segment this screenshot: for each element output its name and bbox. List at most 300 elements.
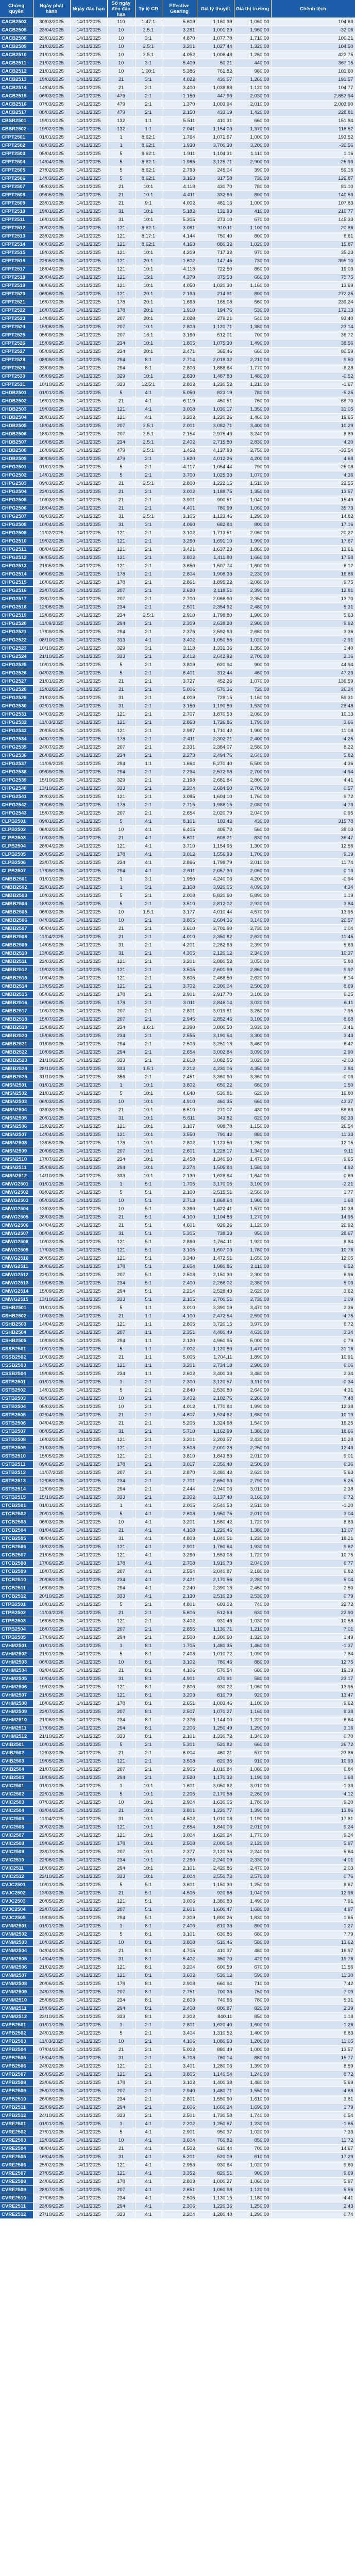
effective-gearing-cell: 2.866 bbox=[162, 859, 197, 867]
premium-diff-cell: 11.74 bbox=[271, 859, 355, 867]
effective-gearing-cell: 3.260 bbox=[162, 537, 197, 546]
effective-gearing-cell: 4.411 bbox=[162, 191, 197, 199]
conversion-ratio-cell: 20:1 bbox=[135, 315, 162, 323]
days-to-maturity-cell: 21 bbox=[107, 504, 135, 513]
effective-gearing-cell: 3.085 bbox=[162, 793, 197, 801]
maturity-date-cell: 14/11/2025 bbox=[70, 1766, 107, 1774]
effective-gearing-cell: 2.130 bbox=[162, 1592, 197, 1601]
effective-gearing-cell: 4.601 bbox=[162, 1222, 197, 1230]
premium-diff-cell: 1.04 bbox=[271, 925, 355, 933]
warrant-code-cell: CFPT2501 bbox=[0, 133, 33, 142]
issue-date-cell: 12/09/2025 bbox=[33, 1485, 70, 1494]
table-row bbox=[0, 1048, 355, 1057]
table-row bbox=[0, 282, 355, 290]
table-row bbox=[0, 966, 355, 974]
warrant-code-cell: CMBB2524 bbox=[0, 1065, 33, 1073]
conversion-ratio-cell: 2.5:1 bbox=[135, 612, 162, 620]
maturity-date-cell: 14/11/2025 bbox=[70, 340, 107, 348]
table-row bbox=[0, 1527, 355, 1535]
maturity-date-cell: 14/11/2025 bbox=[70, 1724, 107, 1733]
theoretical-price-cell: 761.82 bbox=[197, 67, 234, 76]
table-row bbox=[0, 612, 355, 620]
theoretical-price-cell: 214.91 bbox=[197, 290, 234, 298]
theoretical-price-cell: 2,170.58 bbox=[197, 1790, 234, 1799]
effective-gearing-cell: 2.378 bbox=[162, 1716, 197, 1724]
market-price-cell: 1,470.00 bbox=[234, 1156, 271, 1164]
issue-date-cell: 23/10/2025 bbox=[33, 2013, 70, 2021]
table-row bbox=[0, 35, 355, 43]
table-row bbox=[0, 686, 355, 694]
warrant-code-cell: CVHM2504 bbox=[0, 1667, 33, 1675]
market-price-cell: 1,380.00 bbox=[234, 1428, 271, 1436]
market-price-cell: 2,060.00 bbox=[234, 867, 271, 875]
warrant-code-cell: CMSN2510 bbox=[0, 1156, 33, 1164]
theoretical-price-cell: 1,160.39 bbox=[197, 18, 234, 26]
days-to-maturity-cell: 294 bbox=[107, 1040, 135, 1048]
days-to-maturity-cell: 207 bbox=[107, 1848, 135, 1856]
market-price-cell: 1,350.00 bbox=[234, 645, 271, 653]
theoretical-price-cell: 930.22 bbox=[197, 1683, 234, 1691]
theoretical-price-cell: 910.11 bbox=[197, 224, 234, 232]
theoretical-price-cell: 722.50 bbox=[197, 265, 234, 274]
market-price-cell: 910.00 bbox=[234, 1757, 271, 1766]
warrant-code-cell: CVIB2501 bbox=[0, 1741, 33, 1749]
days-to-maturity-cell: 31 bbox=[107, 950, 135, 958]
theoretical-price-cell: 790.42 bbox=[197, 1131, 234, 1139]
table-row bbox=[0, 43, 355, 51]
table-row bbox=[0, 1584, 355, 1592]
market-price-cell: 2,180.00 bbox=[234, 1568, 271, 1576]
warrant-code-cell: CTCB2508 bbox=[0, 1560, 33, 1568]
issue-date-cell: 23/04/2025 bbox=[33, 26, 70, 35]
theoretical-price-cell: 1,030.17 bbox=[197, 405, 234, 414]
market-price-cell: 1,350.00 bbox=[234, 488, 271, 496]
days-to-maturity-cell: 178 bbox=[107, 1980, 135, 1988]
maturity-date-cell: 14/11/2025 bbox=[70, 265, 107, 274]
table-row bbox=[0, 1955, 355, 1963]
table-row bbox=[0, 941, 355, 950]
warrant-code-cell: CSTB2507 bbox=[0, 1428, 33, 1436]
maturity-date-cell: 14/11/2025 bbox=[70, 1164, 107, 1172]
effective-gearing-cell: 2.715 bbox=[162, 801, 197, 809]
market-price-cell: 1,470.00 bbox=[234, 1345, 271, 1353]
table-row bbox=[0, 117, 355, 125]
theoretical-price-cell: 2,684.60 bbox=[197, 785, 234, 793]
warrant-code-cell: CVIB2505 bbox=[0, 1774, 33, 1782]
premium-diff-cell: 0.74 bbox=[271, 2211, 355, 2219]
issue-date-cell: 23/09/2025 bbox=[33, 2202, 70, 2211]
market-price-cell: 1,390.00 bbox=[234, 2062, 271, 2071]
effective-gearing-cell: 2.421 bbox=[162, 1576, 197, 1584]
premium-diff-cell: 19.03 bbox=[271, 265, 355, 274]
premium-diff-cell: 0.54 bbox=[271, 2112, 355, 2120]
maturity-date-cell: 14/11/2025 bbox=[70, 290, 107, 298]
theoretical-price-cell: 620.94 bbox=[197, 661, 234, 669]
warrant-code-cell: CFPT2504 bbox=[0, 158, 33, 166]
conversion-ratio-cell: 2:1 bbox=[135, 991, 162, 999]
issue-date-cell: 14/05/2025 bbox=[33, 941, 70, 950]
maturity-date-cell: 14/11/2025 bbox=[70, 1485, 107, 1494]
maturity-date-cell: 14/11/2025 bbox=[70, 1518, 107, 1527]
market-price-cell: 700.00 bbox=[234, 2145, 271, 2153]
theoretical-price-cell: 1,704.11 bbox=[197, 1353, 234, 1362]
days-to-maturity-cell: 5 bbox=[107, 1930, 135, 1939]
days-to-maturity-cell: 21 bbox=[107, 933, 135, 941]
issue-date-cell: 25/07/2025 bbox=[33, 2087, 70, 2095]
effective-gearing-cell: 2.390 bbox=[162, 1024, 197, 1032]
maturity-date-cell: 14/11/2025 bbox=[70, 554, 107, 562]
effective-gearing-cell: 2.714 bbox=[162, 356, 197, 364]
theoretical-price-cell: 1,487.83 bbox=[197, 372, 234, 381]
premium-diff-cell: 9.24 bbox=[271, 1832, 355, 1840]
effective-gearing-cell: 4.901 bbox=[162, 1675, 197, 1683]
issue-date-cell: 11/07/2025 bbox=[33, 1469, 70, 1477]
conversion-ratio-cell: 3:1 bbox=[135, 521, 162, 529]
theoretical-price-cell: 2,354.92 bbox=[197, 603, 234, 612]
effective-gearing-cell: 3.105 bbox=[162, 513, 197, 521]
table-row bbox=[0, 2161, 355, 2170]
days-to-maturity-cell: 1 bbox=[107, 1378, 135, 1386]
warrant-code-cell: CVPB2510 bbox=[0, 2095, 33, 2104]
issue-date-cell: 03/02/2025 bbox=[33, 1189, 70, 1197]
market-price-cell: 3,010.00 bbox=[234, 1782, 271, 1790]
effective-gearing-cell: 2.802 bbox=[162, 381, 197, 389]
issue-date-cell: 08/05/2025 bbox=[33, 1428, 70, 1436]
effective-gearing-cell: 1.805 bbox=[162, 340, 197, 348]
conversion-ratio-cell: 2:1 bbox=[135, 1749, 162, 1757]
market-price-cell: 2,060.00 bbox=[234, 529, 271, 537]
effective-gearing-cell: 1.911 bbox=[162, 150, 197, 158]
table-row bbox=[0, 1287, 355, 1296]
effective-gearing-cell: 2.603 bbox=[162, 1996, 197, 2005]
maturity-date-cell: 14/11/2025 bbox=[70, 2153, 107, 2161]
days-to-maturity-cell: 121 bbox=[107, 966, 135, 974]
effective-gearing-cell: 3.402 bbox=[162, 1395, 197, 1403]
issue-date-cell: 01/01/2025 bbox=[33, 1180, 70, 1189]
issue-date-cell: 01/01/2025 bbox=[33, 389, 70, 397]
days-to-maturity-cell: 121 bbox=[107, 1123, 135, 1131]
maturity-date-cell: 14/11/2025 bbox=[70, 1609, 107, 1617]
table-row bbox=[0, 1353, 355, 1362]
table-row bbox=[0, 2112, 355, 2120]
premium-diff-cell: 43.37 bbox=[271, 1098, 355, 1106]
theoretical-price-cell: 2,846.14 bbox=[197, 999, 234, 1007]
market-price-cell: 1,920.00 bbox=[234, 1238, 271, 1246]
premium-diff-cell: 20.22 bbox=[271, 529, 355, 537]
warrant-code-cell: CMBB2519 bbox=[0, 1024, 33, 1032]
maturity-date-cell: 14/11/2025 bbox=[70, 1708, 107, 1716]
conversion-ratio-cell: 2:1 bbox=[135, 793, 162, 801]
effective-gearing-cell: 3.163 bbox=[162, 175, 197, 183]
theoretical-price-cell: 2,300.04 bbox=[197, 982, 234, 991]
days-to-maturity-cell: 479 bbox=[107, 92, 135, 100]
table-row bbox=[0, 1345, 355, 1353]
warrant-code-cell: CHPG2528 bbox=[0, 686, 33, 694]
table-row bbox=[0, 323, 355, 331]
theoretical-price-cell: 410.31 bbox=[197, 117, 234, 125]
premium-diff-cell: 104.63 bbox=[271, 18, 355, 26]
effective-gearing-cell: 3.105 bbox=[162, 1246, 197, 1255]
maturity-date-cell: 14/11/2025 bbox=[70, 1040, 107, 1048]
days-to-maturity-cell: 5 bbox=[107, 818, 135, 826]
conversion-ratio-cell: 10:1 bbox=[135, 1848, 162, 1856]
days-to-maturity-cell: 234 bbox=[107, 348, 135, 356]
issue-date-cell: 20/06/2025 bbox=[33, 1980, 70, 1988]
maturity-date-cell: 14/11/2025 bbox=[70, 1584, 107, 1592]
warrant-code-cell: CHPG2509 bbox=[0, 529, 33, 537]
warrant-code-cell: CSTB2505 bbox=[0, 1411, 33, 1419]
days-to-maturity-cell: 121 bbox=[107, 727, 135, 735]
warrant-code-cell: CFPT2518 bbox=[0, 274, 33, 282]
effective-gearing-cell: 4.607 bbox=[162, 1411, 197, 1419]
warrant-code-cell: CMBB2521 bbox=[0, 1040, 33, 1048]
warrant-code-cell: CVHM2512 bbox=[0, 1733, 33, 1741]
theoretical-price-cell: 820.35 bbox=[197, 1757, 234, 1766]
maturity-date-cell: 14/11/2025 bbox=[70, 1378, 107, 1386]
warrant-code-cell: CFPT2506 bbox=[0, 175, 33, 183]
effective-gearing-cell: 2.008 bbox=[162, 892, 197, 900]
days-to-maturity-cell: 121 bbox=[107, 1617, 135, 1625]
maturity-date-cell: 14/11/2025 bbox=[70, 447, 107, 455]
effective-gearing-cell: 3.360 bbox=[162, 1205, 197, 1213]
issue-date-cell: 10/07/2025 bbox=[33, 1007, 70, 1015]
conversion-ratio-cell: 1:1 bbox=[135, 117, 162, 125]
issue-date-cell: 04/04/2025 bbox=[33, 1947, 70, 1955]
days-to-maturity-cell: 294 bbox=[107, 1724, 135, 1733]
premium-diff-cell: 6.64 bbox=[271, 1716, 355, 1724]
theoretical-price-cell: 1,060.98 bbox=[197, 2186, 234, 2194]
issue-date-cell: 10/03/2025 bbox=[33, 1353, 70, 1362]
market-price-cell: 3,360.00 bbox=[234, 1073, 271, 1081]
table-row bbox=[0, 653, 355, 661]
maturity-date-cell: 14/11/2025 bbox=[70, 1296, 107, 1304]
issue-date-cell: 16/09/2025 bbox=[33, 447, 70, 455]
warrant-code-cell: CHPG2523 bbox=[0, 645, 33, 653]
warrant-code-cell: CVIC2512 bbox=[0, 1873, 33, 1881]
issue-date-cell: 05/09/2025 bbox=[33, 372, 70, 381]
conversion-ratio-cell: 1:1 bbox=[135, 1337, 162, 1345]
table-row bbox=[0, 175, 355, 183]
issue-date-cell: 15/05/2025 bbox=[33, 1452, 70, 1461]
table-row bbox=[0, 1238, 355, 1246]
conversion-ratio-cell: 2:1 bbox=[135, 801, 162, 809]
conversion-ratio-cell: 2:1 bbox=[135, 455, 162, 463]
conversion-ratio-cell: 2:1 bbox=[135, 900, 162, 908]
effective-gearing-cell: 4.803 bbox=[162, 1535, 197, 1543]
effective-gearing-cell: 2.555 bbox=[162, 1032, 197, 1040]
theoretical-price-cell: 738.33 bbox=[197, 1230, 234, 1238]
conversion-ratio-cell: 8:1 bbox=[135, 1947, 162, 1955]
conversion-ratio-cell: 2:1 bbox=[135, 1007, 162, 1015]
days-to-maturity-cell: 207 bbox=[107, 1625, 135, 1634]
premium-diff-cell: 5.63 bbox=[271, 612, 355, 620]
effective-gearing-cell: 2.451 bbox=[162, 1073, 197, 1081]
premium-diff-cell: 7.79 bbox=[271, 1930, 355, 1939]
theoretical-price-cell: 1,760.64 bbox=[197, 1543, 234, 1551]
days-to-maturity-cell: 333 bbox=[107, 1057, 135, 1065]
premium-diff-cell: -0.52 bbox=[271, 372, 355, 381]
warrant-code-cell: CHPG2522 bbox=[0, 636, 33, 645]
conversion-ratio-cell: 2:1 bbox=[135, 100, 162, 109]
days-to-maturity-cell: 31 bbox=[107, 1535, 135, 1543]
issue-date-cell: 07/03/2025 bbox=[33, 1799, 70, 1807]
days-to-maturity-cell: 121 bbox=[107, 257, 135, 265]
maturity-date-cell: 14/11/2025 bbox=[70, 323, 107, 331]
table-row bbox=[0, 1131, 355, 1139]
conversion-ratio-cell: 4:1 bbox=[135, 834, 162, 842]
conversion-ratio-cell: 4:1 bbox=[135, 636, 162, 645]
theoretical-price-cell: 1,150.30 bbox=[197, 1881, 234, 1889]
theoretical-price-cell: 312.44 bbox=[197, 669, 234, 677]
premium-diff-cell: 18.66 bbox=[271, 1428, 355, 1436]
warrant-code-cell: CVPB2511 bbox=[0, 2104, 33, 2112]
conversion-ratio-cell: 4:1 bbox=[135, 859, 162, 867]
maturity-date-cell: 14/11/2025 bbox=[70, 125, 107, 133]
warrant-code-cell: CMWG2514 bbox=[0, 1287, 33, 1296]
days-to-maturity-cell: 5 bbox=[107, 166, 135, 175]
theoretical-price-cell: 1,154.95 bbox=[197, 842, 234, 851]
theoretical-price-cell: 245.04 bbox=[197, 166, 234, 175]
issue-date-cell: 20/05/2025 bbox=[33, 727, 70, 735]
days-to-maturity-cell: 121 bbox=[107, 1452, 135, 1461]
premium-diff-cell: 104.77 bbox=[271, 84, 355, 92]
issue-date-cell: 03/03/2025 bbox=[33, 1395, 70, 1403]
maturity-date-cell: 14/11/2025 bbox=[70, 51, 107, 59]
market-price-cell: 1,000.00 bbox=[234, 133, 271, 142]
conversion-ratio-cell: 2:1 bbox=[135, 570, 162, 579]
table-row bbox=[0, 340, 355, 348]
maturity-date-cell: 14/11/2025 bbox=[70, 1790, 107, 1799]
warrant-code-cell: CVRE2502 bbox=[0, 2128, 33, 2137]
premium-diff-cell: 19.76 bbox=[271, 1955, 355, 1963]
conversion-ratio-cell: 4:1 bbox=[135, 1527, 162, 1535]
premium-diff-cell: 107.83 bbox=[271, 199, 355, 208]
maturity-date-cell: 14/11/2025 bbox=[70, 595, 107, 603]
effective-gearing-cell: 2.860 bbox=[162, 1238, 197, 1246]
theoretical-price-cell: 3,360.90 bbox=[197, 1073, 234, 1081]
days-to-maturity-cell: 110 bbox=[107, 18, 135, 26]
days-to-maturity-cell: 121 bbox=[107, 842, 135, 851]
premium-diff-cell: 9.92 bbox=[271, 620, 355, 628]
premium-diff-cell: 7.09 bbox=[271, 1988, 355, 1996]
conversion-ratio-cell: 8:1 bbox=[135, 1980, 162, 1988]
market-price-cell: 2,110.00 bbox=[234, 1263, 271, 1271]
days-to-maturity-cell: 5 bbox=[107, 1189, 135, 1197]
days-to-maturity-cell: 178 bbox=[107, 570, 135, 579]
market-price-cell: 880.00 bbox=[234, 1658, 271, 1667]
market-price-cell: 1,230.00 bbox=[234, 1535, 271, 1543]
warrant-code-cell: CSSB2503 bbox=[0, 1362, 33, 1370]
conversion-ratio-cell: 20:1 bbox=[135, 257, 162, 265]
table-row bbox=[0, 1782, 355, 1790]
issue-date-cell: 12/08/2025 bbox=[33, 1024, 70, 1032]
maturity-date-cell: 14/11/2025 bbox=[70, 422, 107, 430]
market-price-cell: 1,040.00 bbox=[234, 496, 271, 504]
premium-diff-cell: 9.69 bbox=[271, 2170, 355, 2178]
table-row bbox=[0, 1403, 355, 1411]
market-price-cell: 1,260.00 bbox=[234, 76, 271, 84]
days-to-maturity-cell: 121 bbox=[107, 224, 135, 232]
premium-diff-cell: 7.42 bbox=[271, 1980, 355, 1988]
days-to-maturity-cell: 313 bbox=[107, 636, 135, 645]
maturity-date-cell: 14/11/2025 bbox=[70, 166, 107, 175]
issue-date-cell: 05/03/2025 bbox=[33, 183, 70, 191]
effective-gearing-cell: 2.240 bbox=[162, 1584, 197, 1592]
conversion-ratio-cell: 2:1 bbox=[135, 1428, 162, 1436]
maturity-date-cell: 14/11/2025 bbox=[70, 1065, 107, 1073]
maturity-date-cell: 14/11/2025 bbox=[70, 2029, 107, 2038]
market-price-cell: 660.00 bbox=[234, 1081, 271, 1090]
theoretical-price-cell: 131.93 bbox=[197, 208, 234, 216]
issue-date-cell: 08/04/2025 bbox=[33, 1230, 70, 1238]
theoretical-price-cell: 1,380.83 bbox=[197, 1897, 234, 1906]
warrant-code-cell: CVPB2501 bbox=[0, 2021, 33, 2029]
effective-gearing-cell: 2.654 bbox=[162, 1823, 197, 1832]
conversion-ratio-cell: 8.62:1 bbox=[135, 150, 162, 158]
effective-gearing-cell: 4.505 bbox=[162, 1889, 197, 1897]
effective-gearing-cell: 2.444 bbox=[162, 1485, 197, 1494]
market-price-cell: 1,510.00 bbox=[234, 480, 271, 488]
market-price-cell: 620.00 bbox=[234, 1114, 271, 1123]
table-row bbox=[0, 76, 355, 84]
theoretical-price-cell: 4,480.49 bbox=[197, 1329, 234, 1337]
warrant-code-cell: CHPG2511 bbox=[0, 546, 33, 554]
market-price-cell: 1,080.00 bbox=[234, 1766, 271, 1774]
warrant-code-cell: CSTB2511 bbox=[0, 1461, 33, 1469]
days-to-maturity-cell: 207 bbox=[107, 1988, 135, 1996]
table-row bbox=[0, 1658, 355, 1667]
table-row bbox=[0, 1024, 355, 1032]
theoretical-price-cell: 1,660.24 bbox=[197, 2104, 234, 2112]
issue-date-cell: 14/04/2025 bbox=[33, 158, 70, 166]
market-price-cell: 1,370.00 bbox=[234, 125, 271, 133]
market-price-cell: 2,580.00 bbox=[234, 743, 271, 752]
days-to-maturity-cell: 5 bbox=[107, 1741, 135, 1749]
warrant-code-cell: CVHM2501 bbox=[0, 1642, 33, 1650]
warrant-code-cell: CLPB2501 bbox=[0, 818, 33, 826]
maturity-date-cell: 14/11/2025 bbox=[70, 1691, 107, 1700]
table-row bbox=[0, 801, 355, 809]
effective-gearing-cell: 2.620 bbox=[162, 587, 197, 595]
maturity-date-cell: 14/11/2025 bbox=[70, 504, 107, 513]
conversion-ratio-cell: 4:1 bbox=[135, 2120, 162, 2128]
market-price-cell: 760.00 bbox=[234, 397, 271, 405]
conversion-ratio-cell: 10:1 bbox=[135, 1123, 162, 1131]
days-to-maturity-cell: 21 bbox=[107, 1527, 135, 1535]
days-to-maturity-cell: 294 bbox=[107, 1485, 135, 1494]
maturity-date-cell: 14/11/2025 bbox=[70, 521, 107, 529]
effective-gearing-cell: 3.204 bbox=[162, 1963, 197, 1972]
conversion-ratio-cell: 2:1 bbox=[135, 958, 162, 966]
premium-diff-cell: 4.41 bbox=[271, 2194, 355, 2202]
issue-date-cell: 21/03/2025 bbox=[33, 1444, 70, 1452]
market-price-cell: 1,300.00 bbox=[234, 842, 271, 851]
days-to-maturity-cell: 121 bbox=[107, 232, 135, 241]
days-to-maturity-cell: 31 bbox=[107, 702, 135, 710]
table-row bbox=[0, 719, 355, 727]
market-price-cell: 800.00 bbox=[234, 191, 271, 199]
table-row bbox=[0, 1601, 355, 1609]
days-to-maturity-cell: 21 bbox=[107, 1609, 135, 1617]
conversion-ratio-cell: 10:1 bbox=[135, 265, 162, 274]
days-to-maturity-cell: 10 bbox=[107, 1658, 135, 1667]
days-to-maturity-cell: 121 bbox=[107, 1897, 135, 1906]
conversion-ratio-cell: 2:1 bbox=[135, 2095, 162, 2104]
effective-gearing-cell: 6.405 bbox=[162, 826, 197, 834]
theoretical-price-cell: 3,700.30 bbox=[197, 142, 234, 150]
market-price-cell: 1,700.00 bbox=[234, 851, 271, 859]
effective-gearing-cell: 1.764 bbox=[162, 133, 197, 142]
